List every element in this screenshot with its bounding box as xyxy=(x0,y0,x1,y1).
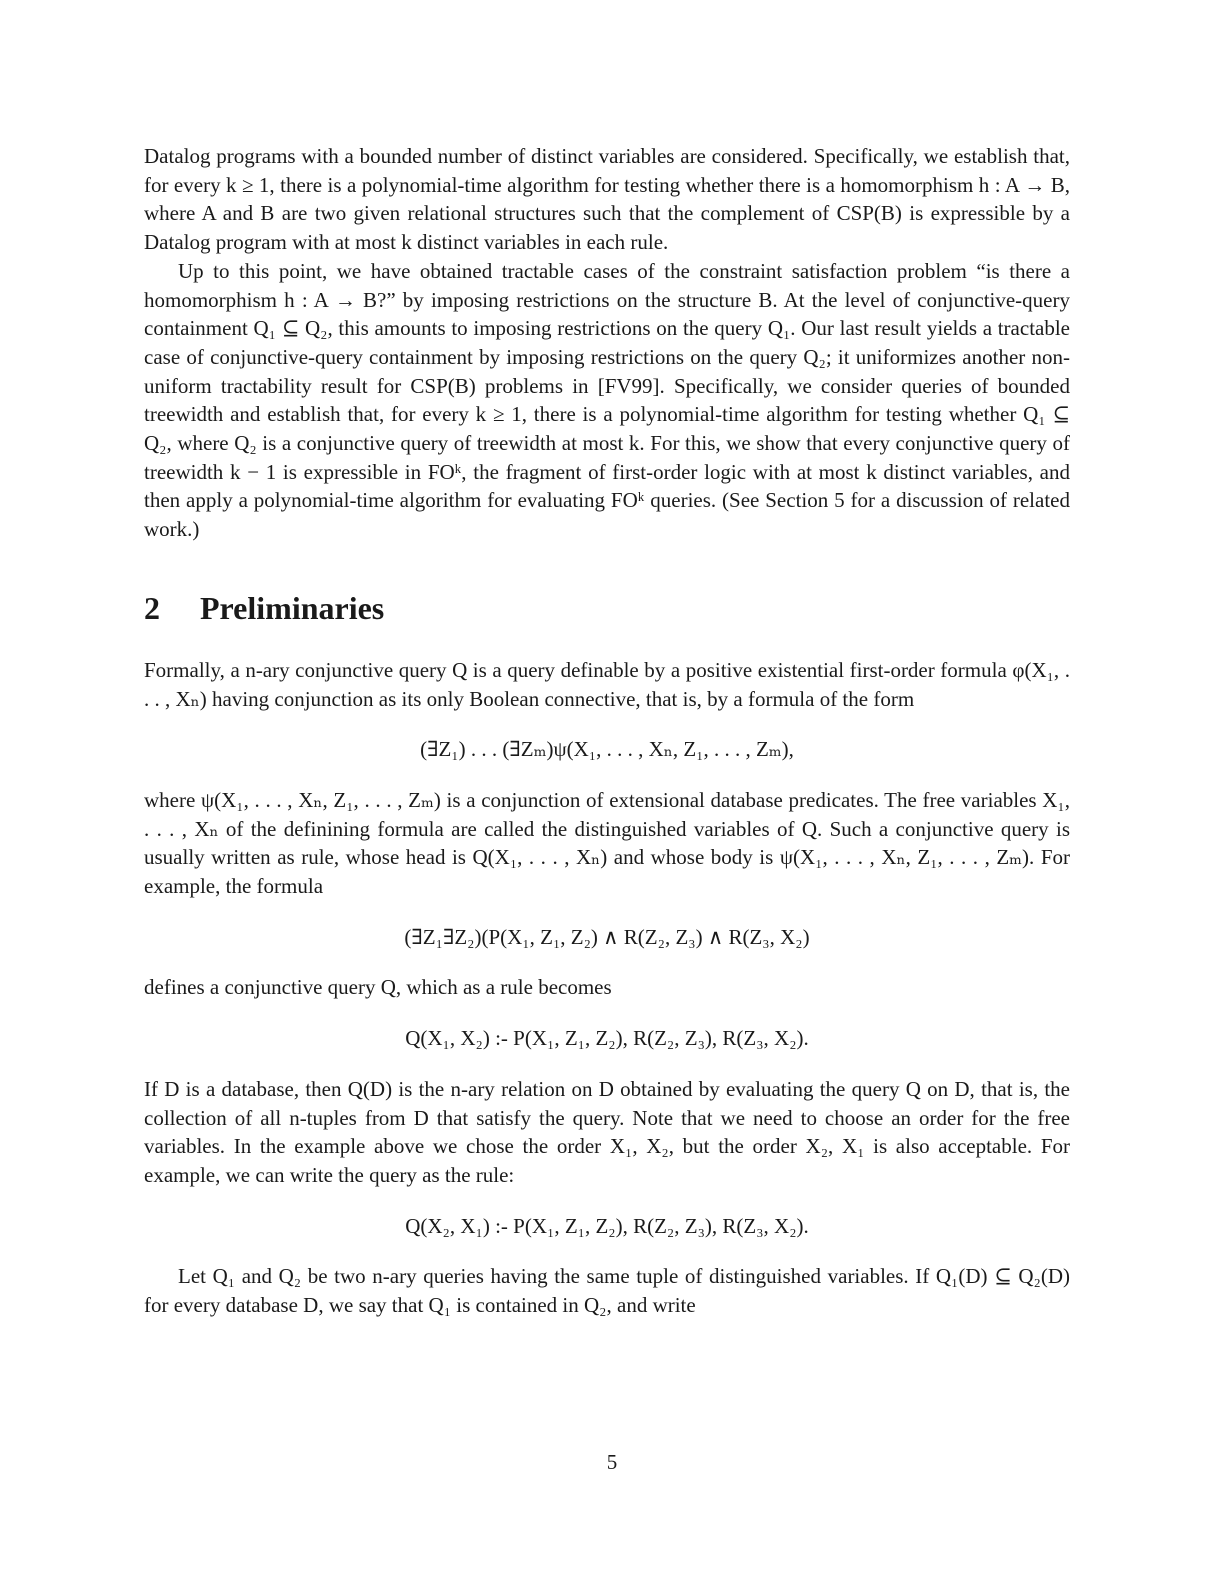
page-number: 5 xyxy=(606,1450,618,1474)
equation-existential-form: (∃Z₁) . . . (∃Zₘ)ψ(X₁, . . . , Xₙ, Z₁, . . . , Zₘ), xyxy=(420,737,794,762)
paper-page xyxy=(144,142,1070,1320)
paragraph-database-evaluation: If D is a database, then Q(D) is the n-ary relation on D obtained by evaluating the query Q on D, that is, the collection of all n-tuples from D that satisfy the query. Note that we need to choose an order for the free variables. In the example above we chose the order X₁, X₂, but the order X₂, X₁ is also acceptable. For example, we can write the query as the rule: xyxy=(144,1076,1070,1187)
equation-example-formula: (∃Z₁∃Z₂)(P(X₁, Z₁, Z₂) ∧ R(Z₂, Z₃) ∧ R(Z₃, X₂) xyxy=(404,924,810,949)
paragraph-datalog: Datalog programs with a bounded number of distinct variables are considered. Specifically, we establish that, for every k ≥ 1, there is a polynomial-time algorithm for testing whether there is a homomorphism h : A → B, where A and B are two given relational structures such that the complement of CSP(B) is expressible by a Datalog program with at most k distinct variables in each rule. xyxy=(144,144,1070,255)
section-title: Preliminaries xyxy=(200,589,385,626)
section-heading xyxy=(144,588,1070,628)
equation-rule-x2-x1: Q(X₂, X₁) :- P(X₁, Z₁, Z₂), R(Z₂, Z₃), R(Z₃, X₂). xyxy=(405,1213,809,1238)
equation-rule-x1-x2: Q(X₁, X₂) :- P(X₁, Z₁, Z₂), R(Z₂, Z₃), R(Z₃, X₂). xyxy=(405,1026,809,1051)
paragraph-containment: Let Q₁ and Q₂ be two n-ary queries having the same tuple of distinguished variables. If Q₁(D) ⊆ Q₂(D) for every database D, we say that Q₁ is contained in Q₂, and write xyxy=(144,1264,1070,1318)
paragraph-defines-query: defines a conjunctive query Q, which as a rule becomes xyxy=(144,975,612,1000)
section-number: 2 xyxy=(144,589,160,626)
paragraph-conjunction-predicates: where ψ(X₁, . . . , Xₙ, Z₁, . . . , Zₘ) is a conjunction of extensional database predicates. The free variables X₁, . . . , Xₙ of the definining formula are called the distinguished variables of Q. Such a conjunctive query is usually written as rule, whose head is Q(X₁, . . . , Xₙ) and whose body is ψ(X₁, . . . , Xₙ, Z₁, . . . , Zₘ). For example, the formula xyxy=(144,787,1070,899)
paragraph-conjunctive-query-definition: Formally, a n-ary conjunctive query Q is a query definable by a positive existential first-order formula φ(X₁, . . . , Xₙ) having conjunction as its only Boolean connective, that is, by a formula of the form xyxy=(144,657,1070,711)
paragraph-tractable-cases: Up to this point, we have obtained tractable cases of the constraint satisfaction problem “is there a homomorphism h : A → B?” by imposing restrictions on the structure B. At the level of conjunctive-query containment Q₁ ⊆ Q₂, this amounts to imposing restrictions on the query Q₁. Our last result yields a tractable case of conjunctive-query containment by imposing restrictions on the query Q₂; it uniformizes another non-uniform tractability result for CSP(B) problems in [FV99]. Specifically, we consider queries of bounded treewidth and establish that, for every k ≥ 1, there is a polynomial-time algorithm for testing whether Q₁ ⊆ Q₂, where Q₂ is a conjunctive query of treewidth at most k. For this, we show that every conjunctive query of treewidth k − 1 is expressible in FOᵏ, the fragment of first-order logic with at most k distinct variables, and then apply a polynomial-time algorithm for evaluating FOᵏ queries. (See Section 5 for a discussion of related work.) xyxy=(144,258,1070,542)
